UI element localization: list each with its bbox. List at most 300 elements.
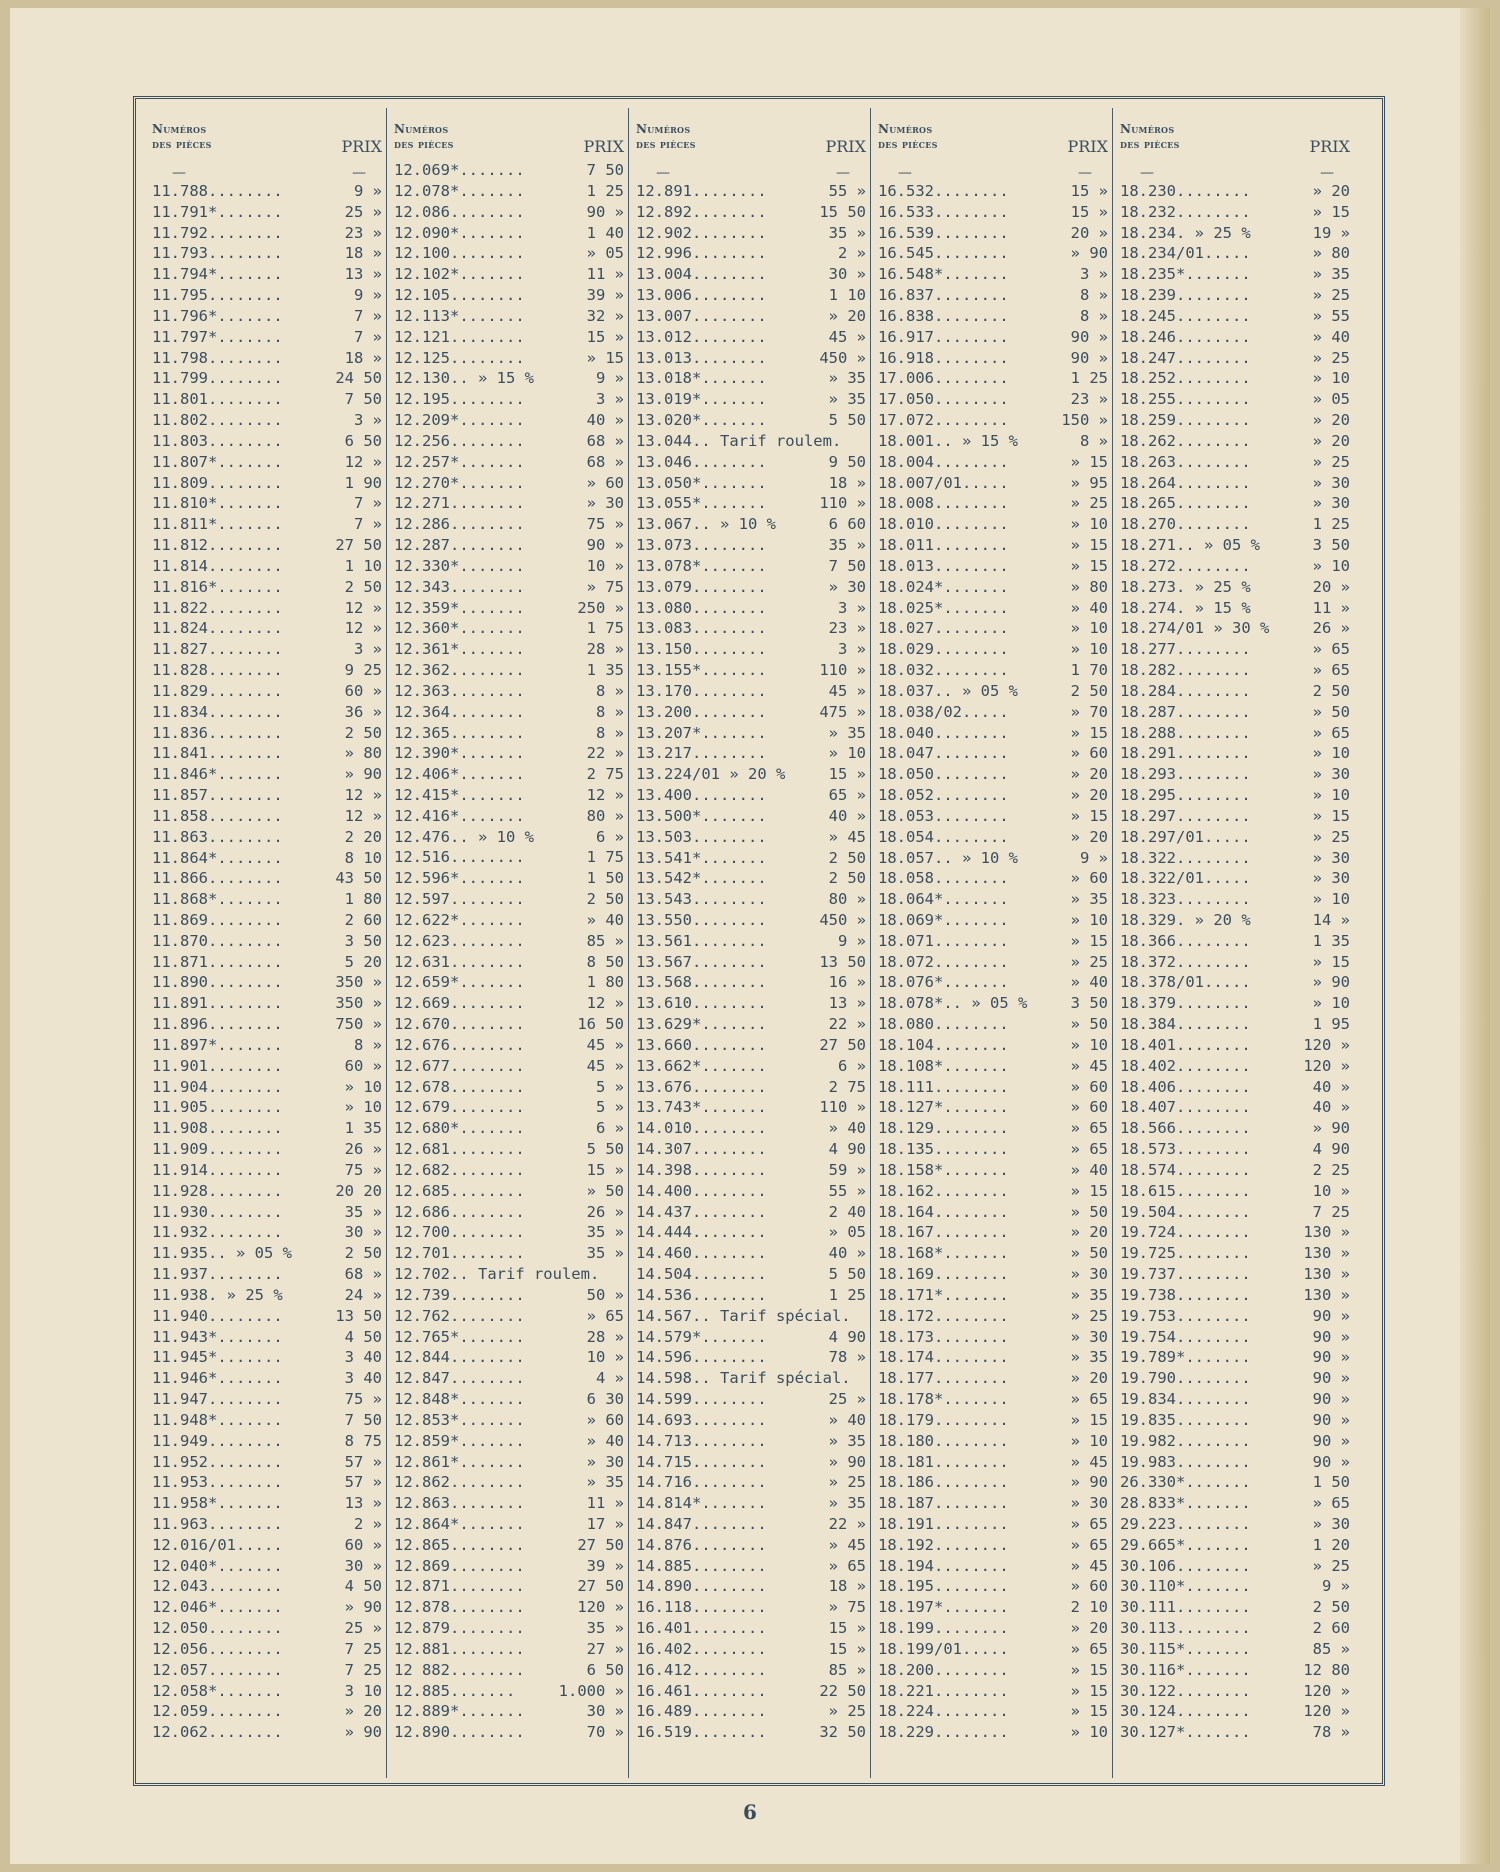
price-row — [874, 1493, 1110, 1514]
price-row — [148, 1681, 384, 1702]
part-number: 29.665*....... — [1120, 1535, 1251, 1554]
price: 6 30 — [586, 1390, 624, 1409]
price: 45 » — [828, 681, 866, 700]
column-header — [1116, 121, 1352, 181]
price: » 50 — [1312, 702, 1350, 721]
price-row — [1116, 1514, 1352, 1535]
price-row — [148, 410, 384, 431]
price-row — [632, 431, 868, 452]
part-number: 18.191........ — [878, 1515, 1009, 1533]
part-number: 12.105........ — [394, 286, 525, 305]
price-row — [148, 1056, 384, 1077]
price-row — [390, 743, 626, 764]
price-row — [632, 1681, 868, 1702]
part-number: 13.567........ — [636, 952, 767, 971]
part-number: 12.195........ — [394, 390, 525, 409]
part-number: 18.288........ — [1120, 723, 1251, 742]
part-number: 18.174........ — [878, 1348, 1009, 1367]
price: » 20 — [1312, 411, 1350, 430]
price: » 10 — [344, 1077, 382, 1096]
price-row — [1116, 514, 1352, 535]
price-row — [148, 1535, 384, 1556]
part-number: 16.918........ — [878, 348, 1009, 367]
part-number: 12.847........ — [394, 1369, 525, 1388]
price: » 15 — [1070, 1681, 1108, 1700]
part-number: 19.789*....... — [1120, 1348, 1251, 1367]
part-number: 17.050........ — [878, 390, 1009, 409]
price-row — [1116, 993, 1352, 1014]
price: 350 » — [335, 973, 382, 992]
price-row — [390, 993, 626, 1014]
part-number: 12.902........ — [636, 223, 767, 242]
page-edge — [1460, 8, 1490, 1864]
price: 1 80 — [344, 890, 382, 909]
part-number: 12.881........ — [394, 1639, 525, 1658]
price-row — [632, 660, 868, 681]
part-number: 19.982........ — [1120, 1431, 1251, 1450]
price: 28 » — [586, 1327, 624, 1346]
part-number: 16.545........ — [878, 244, 1009, 263]
part-number: 12.270*....... — [394, 473, 525, 492]
part-number: 14.890........ — [636, 1577, 767, 1596]
price-row — [632, 1722, 868, 1743]
price: » 50 — [1070, 1202, 1108, 1221]
price: 90 » — [1312, 1452, 1350, 1471]
price-row — [874, 660, 1110, 681]
price-row — [874, 743, 1110, 764]
part-number: 12.102*....... — [394, 265, 525, 284]
price-row — [874, 223, 1110, 244]
price: 35 » — [828, 536, 866, 555]
price-row — [1116, 785, 1352, 806]
price-row — [390, 577, 626, 598]
price-row — [632, 681, 868, 702]
part-number: 12.659*....... — [394, 973, 525, 992]
price: 7 50 — [828, 556, 866, 575]
price: » 40 — [1312, 327, 1350, 346]
price-row — [632, 1035, 868, 1056]
price: » 45 — [828, 827, 866, 846]
price-row — [148, 285, 384, 306]
price: » 90 — [1312, 973, 1350, 992]
part-number: 19.790........ — [1120, 1369, 1251, 1388]
part-number: 11.792........ — [152, 223, 283, 242]
part-number: 18.197*....... — [878, 1598, 1009, 1617]
part-number: 13.561........ — [636, 931, 767, 950]
price-row — [148, 743, 384, 764]
price-row — [390, 1243, 626, 1264]
header-numeros-label: Numéros — [636, 122, 691, 136]
price: 23 » — [1070, 390, 1108, 409]
price-row — [874, 473, 1110, 494]
price: 25 » — [344, 202, 382, 221]
part-number: 18.064*....... — [878, 890, 1009, 909]
price: » 55 — [1312, 306, 1350, 325]
price: 120 » — [1303, 1702, 1350, 1721]
price-row — [390, 1368, 626, 1389]
price: » 25 — [828, 1702, 866, 1721]
price: » 65 — [1070, 1535, 1108, 1554]
part-number: 11.904........ — [152, 1077, 283, 1096]
part-number: 12.257*....... — [394, 452, 525, 471]
price-row — [390, 1327, 626, 1348]
price: » 35 — [1070, 1348, 1108, 1367]
price: 32 50 — [819, 1723, 866, 1742]
price: » 25 — [1070, 952, 1108, 971]
header-des-pieces-label: des pièces — [1120, 138, 1180, 151]
price: 50 » — [586, 1285, 624, 1304]
price-row — [874, 1035, 1110, 1056]
part-number: 12.596*....... — [394, 869, 525, 888]
price-row — [874, 1472, 1110, 1493]
part-number: 12.700........ — [394, 1223, 525, 1242]
price: 4 90 — [1312, 1140, 1350, 1159]
part-number: 17.006........ — [878, 369, 1009, 388]
price: 24 50 — [335, 369, 382, 388]
part-number: 12.891........ — [636, 182, 767, 200]
part-number: 13.207*....... — [636, 723, 767, 742]
price: 27 50 — [577, 1535, 624, 1554]
price: 5 » — [596, 1098, 624, 1117]
price-row — [148, 827, 384, 848]
price: 18 » — [344, 244, 382, 263]
header-numeros-label: Numéros — [152, 122, 207, 136]
price-row — [874, 806, 1110, 827]
part-number: 18.270........ — [1120, 515, 1251, 534]
row-list — [632, 181, 868, 1743]
price-row — [874, 910, 1110, 931]
price-row — [390, 348, 626, 369]
price: » 10 — [1070, 1723, 1108, 1742]
price: 90 » — [586, 536, 624, 555]
price-row — [390, 1202, 626, 1223]
price-row — [874, 931, 1110, 952]
part-number: 12.680*....... — [394, 1119, 525, 1138]
header-prix-label: PRIX — [583, 137, 624, 156]
part-number: 18.111........ — [878, 1077, 1009, 1096]
part-number: 13.073........ — [636, 536, 767, 555]
price: 450 » — [819, 348, 866, 367]
price: 18 » — [828, 473, 866, 492]
part-number: 14.885........ — [636, 1556, 767, 1575]
price-row — [1116, 1035, 1352, 1056]
part-number: 12.361*....... — [394, 640, 525, 659]
price: 5 50 — [586, 1140, 624, 1159]
price: » 10 — [1070, 640, 1108, 659]
price-row — [1116, 931, 1352, 952]
price: » 15 — [1312, 806, 1350, 825]
price-row — [148, 806, 384, 827]
price-row — [148, 618, 384, 639]
price-row — [632, 348, 868, 369]
header-numeros — [878, 121, 938, 153]
row-list — [1116, 181, 1352, 1743]
price: » 05 — [586, 244, 624, 263]
part-number: 18.025*....... — [878, 598, 1009, 617]
price: 22 » — [586, 744, 624, 763]
part-number: 11.891........ — [152, 994, 283, 1013]
price: » 20 — [1312, 431, 1350, 450]
price: » 15 — [1312, 202, 1350, 221]
price-row — [874, 556, 1110, 577]
part-number: 11.836........ — [152, 723, 283, 742]
price: » 15 — [1070, 931, 1108, 950]
part-number: 18.108*....... — [878, 1056, 1009, 1075]
part-number: 12.057........ — [152, 1660, 283, 1679]
part-number: 13.083........ — [636, 619, 767, 638]
price: 1 10 — [344, 556, 382, 575]
part-number: 11.798........ — [152, 348, 283, 367]
price: 15 » — [828, 1639, 866, 1658]
price-row — [1116, 1701, 1352, 1722]
price: 7 50 — [344, 1410, 382, 1429]
price: 2 25 — [1312, 1160, 1350, 1179]
price: 4 » — [596, 1369, 624, 1388]
price: 110 » — [819, 494, 866, 513]
price-row — [1116, 327, 1352, 348]
price: 130 » — [1303, 1265, 1350, 1284]
price-row — [874, 452, 1110, 473]
price-row — [390, 202, 626, 223]
price: 6 » — [596, 827, 624, 846]
price: » 15 — [586, 348, 624, 367]
part-number: 11.807*....... — [152, 452, 283, 471]
header-des-pieces-label: des pièces — [636, 138, 696, 151]
price: 2 » — [354, 1515, 382, 1533]
price-row — [874, 889, 1110, 910]
price-row — [390, 681, 626, 702]
column-separator — [628, 108, 629, 1778]
part-number: 11.810*....... — [152, 494, 283, 513]
price-row — [390, 452, 626, 473]
price-row — [1116, 639, 1352, 660]
part-number: 18.169........ — [878, 1265, 1009, 1284]
column-header — [148, 121, 384, 181]
price-row — [874, 1556, 1110, 1577]
price: » 60 — [1070, 1098, 1108, 1117]
part-number: 18.255........ — [1120, 390, 1251, 409]
price: 30 » — [344, 1556, 382, 1575]
part-number: 12.360*....... — [394, 619, 525, 638]
price: 8 10 — [344, 848, 382, 867]
part-number: 18.057.. » 10 % — [878, 848, 1018, 867]
price-row — [874, 431, 1110, 452]
price: 15 » — [586, 1160, 624, 1179]
price-row — [1116, 827, 1352, 848]
part-number: 12.125........ — [394, 348, 525, 367]
price-row — [1116, 806, 1352, 827]
price: 2 50 — [344, 723, 382, 742]
price: 36 » — [344, 702, 382, 721]
price-row — [632, 910, 868, 931]
price: 32 » — [586, 306, 624, 325]
part-number: 12.676........ — [394, 1035, 525, 1054]
price: 1 70 — [1070, 661, 1108, 680]
part-number: 12.364........ — [394, 702, 525, 721]
header-dash: — — [1078, 165, 1092, 181]
price: 8 » — [596, 681, 624, 700]
price: » 35 — [828, 369, 866, 388]
price-row — [874, 681, 1110, 702]
part-number: 18.058........ — [878, 869, 1009, 888]
part-number: 11.953........ — [152, 1473, 283, 1492]
price-row — [632, 1660, 868, 1681]
price-row — [390, 1514, 626, 1535]
price: 7 50 — [344, 390, 382, 409]
price-row — [632, 1202, 868, 1223]
price-row — [390, 598, 626, 619]
price-row — [1116, 556, 1352, 577]
part-number: 18.173........ — [878, 1327, 1009, 1346]
price: 3 » — [838, 598, 866, 617]
price: 1 80 — [586, 973, 624, 992]
part-number: 13.080........ — [636, 598, 767, 617]
price-row — [1116, 1389, 1352, 1410]
price-row — [1116, 348, 1352, 369]
part-number: 11.963........ — [152, 1515, 283, 1533]
price-row — [632, 223, 868, 244]
part-number: 13.079........ — [636, 577, 767, 596]
part-number: 12.271........ — [394, 494, 525, 513]
price: » 30 — [1312, 1515, 1350, 1533]
part-number: 11.870........ — [152, 931, 283, 950]
part-number: 18.293........ — [1120, 765, 1251, 784]
part-number: 12.343........ — [394, 577, 525, 596]
price-row — [148, 1118, 384, 1139]
part-number: 18.168*....... — [878, 1244, 1009, 1263]
part-number: 13.217........ — [636, 744, 767, 763]
price-row — [390, 1535, 626, 1556]
price-row — [1116, 910, 1352, 931]
price-row — [632, 1493, 868, 1514]
part-number: 11.846*....... — [152, 765, 283, 784]
price-row — [632, 868, 868, 889]
price-column-5 — [1116, 103, 1352, 1778]
price: 78 » — [1312, 1723, 1350, 1742]
part-number: 11.797*....... — [152, 327, 283, 346]
price: 60 » — [344, 1056, 382, 1075]
price: 20 » — [1312, 577, 1350, 596]
price: » 60 — [1070, 1577, 1108, 1596]
price: » 90 — [344, 765, 382, 784]
part-number: 11.946*....... — [152, 1369, 283, 1388]
price: 18 » — [344, 348, 382, 367]
price: 8 » — [596, 702, 624, 721]
price: 6 » — [838, 1056, 866, 1075]
part-number: 12.889*....... — [394, 1702, 525, 1721]
part-number: 11.901........ — [152, 1056, 283, 1075]
part-number: 11.803........ — [152, 431, 283, 450]
part-number: 18.274/01 » 30 % — [1120, 619, 1270, 638]
part-number: 18.234/01..... — [1120, 244, 1251, 263]
part-number: 13.400........ — [636, 786, 767, 805]
part-number: 11.827........ — [152, 640, 283, 659]
price: 120 » — [577, 1598, 624, 1617]
price-row — [874, 181, 1110, 202]
price-row — [632, 1264, 868, 1285]
price-row — [1116, 1285, 1352, 1306]
part-number: 12.362........ — [394, 661, 525, 680]
price: 3 » — [354, 411, 382, 430]
price-row — [390, 1347, 626, 1368]
column-separator — [870, 108, 871, 1778]
price-row — [390, 723, 626, 744]
price: » 15 — [1070, 806, 1108, 825]
price-row — [390, 1056, 626, 1077]
price: » 35 — [828, 1494, 866, 1513]
price-row — [1116, 181, 1352, 202]
price: 39 » — [586, 1556, 624, 1575]
price-row — [148, 1493, 384, 1514]
price-row — [148, 764, 384, 785]
part-number: 12.762........ — [394, 1306, 525, 1325]
price-row — [148, 493, 384, 514]
price: » 40 — [828, 1410, 866, 1429]
price-row — [632, 806, 868, 827]
price: 2 60 — [1312, 1619, 1350, 1638]
price-row — [632, 1056, 868, 1077]
part-number: 11.802........ — [152, 411, 283, 430]
part-number: 18.037.. » 05 % — [878, 681, 1018, 700]
part-number: 18.200........ — [878, 1660, 1009, 1679]
part-number: 11.868*....... — [152, 890, 283, 909]
price-row — [874, 1701, 1110, 1722]
price: » 30 — [1312, 765, 1350, 784]
part-number: 13.503........ — [636, 827, 767, 846]
price-row — [874, 1306, 1110, 1327]
price-row — [874, 514, 1110, 535]
part-number: 11.794*....... — [152, 265, 283, 284]
price: 45 » — [828, 327, 866, 346]
part-number: 11.812........ — [152, 536, 283, 555]
price-row — [1116, 723, 1352, 744]
price: 90 » — [1312, 1327, 1350, 1346]
part-number: 18.158*....... — [878, 1160, 1009, 1179]
price: 11 » — [1312, 598, 1350, 617]
price-row — [874, 368, 1110, 389]
part-number: 18.263........ — [1120, 452, 1251, 471]
price: 3 » — [354, 640, 382, 659]
price: » 60 — [1070, 1077, 1108, 1096]
price: » 20 — [1070, 1619, 1108, 1638]
part-number: 14.400........ — [636, 1181, 767, 1200]
price: 6 50 — [586, 1660, 624, 1679]
price-row — [1116, 743, 1352, 764]
price-row — [874, 702, 1110, 723]
part-number: 11.814........ — [152, 556, 283, 575]
price: 110 » — [819, 1098, 866, 1117]
part-number: 12.862........ — [394, 1473, 525, 1492]
part-number: 16.401........ — [636, 1619, 767, 1638]
header-prix-label: PRIX — [1067, 137, 1108, 156]
part-number: 18.235*....... — [1120, 265, 1251, 284]
price: » 45 — [1070, 1452, 1108, 1471]
price-row — [390, 285, 626, 306]
price-row — [632, 702, 868, 723]
price: » 90 — [828, 1452, 866, 1471]
price: » 50 — [1070, 1015, 1108, 1034]
price: » 15 — [1070, 1410, 1108, 1429]
price-row — [1116, 1014, 1352, 1035]
price-row — [874, 1077, 1110, 1098]
price-row — [148, 598, 384, 619]
price: » 45 — [1070, 1556, 1108, 1575]
column-header — [632, 121, 868, 181]
part-number: 12.069*....... — [394, 161, 525, 180]
price-row — [148, 889, 384, 910]
part-number: 12.121........ — [394, 327, 525, 346]
part-number: 18.007/01..... — [878, 473, 1009, 492]
